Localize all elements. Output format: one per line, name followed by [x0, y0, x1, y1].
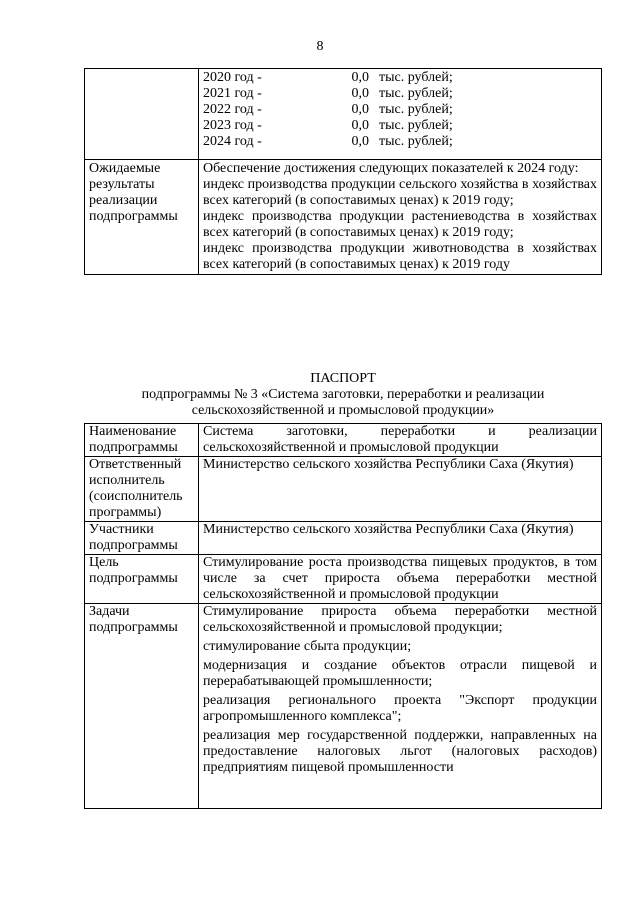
- passport-title: ПАСПОРТ: [310, 371, 376, 386]
- passport-row-text: реализация мер государственной поддержки, направленных на предоставление налоговых льгот (налоговых расходов) предприятиям пищевой промышленности: [203, 728, 597, 775]
- expected-results-cell: [199, 160, 602, 275]
- passport-row-text: Министерство сельского хозяйства Республики Саха (Якутия): [203, 457, 574, 472]
- financing-year: 2023 год -: [203, 118, 262, 133]
- financing-line: [203, 86, 597, 102]
- financing-values-cell: [199, 69, 602, 160]
- passport-row-value: [199, 555, 602, 604]
- financing-year: 2024 год -: [203, 134, 262, 149]
- passport-row-text: модернизация и создание объектов отрасли пищевой и перерабатывающей промышленности;: [203, 658, 597, 689]
- financing-line: [203, 134, 597, 150]
- passport-row: [85, 555, 602, 604]
- passport-row-label: Цель подпрограммы: [85, 555, 199, 604]
- financing-value: 0,0: [351, 134, 369, 149]
- passport-row-label: Ответственный исполнитель (соисполнитель программы): [85, 457, 199, 522]
- financing-unit: тыс. рублей;: [379, 86, 453, 101]
- passport-row-text: реализация регионального проекта "Экспорт продукции агропромышленного комплекса";: [203, 693, 597, 724]
- passport-row-label: Участники подпрограммы: [85, 522, 199, 555]
- passport-row-text: Стимулирование прироста объема переработки местной сельскохозяйственной и промысловой продукции;: [203, 604, 597, 635]
- financing-unit: тыс. рублей;: [379, 118, 453, 133]
- passport-row: [85, 457, 602, 522]
- passport-subtitle: подпрограммы № 3 «Система заготовки, переработки и реализации: [141, 387, 545, 402]
- financing-year: 2022 год -: [203, 102, 262, 117]
- financing-line: [203, 118, 597, 134]
- expected-results-line: индекс производства продукции животноводства в хозяйствах всех категорий (в сопоставимых ценах) к 2019 году: [203, 241, 597, 272]
- financing-value: 0,0: [351, 70, 369, 85]
- financing-unit: тыс. рублей;: [379, 102, 453, 117]
- passport-row-text: Стимулирование роста производства пищевых продуктов, в том числе за счет прироста объема переработки местной сельскохозяйственной и промысловой продукции: [203, 555, 597, 602]
- passport-row: [85, 522, 602, 555]
- page-number: 8: [316, 39, 324, 54]
- passport-row-label: Задачи подпрограммы: [85, 604, 199, 809]
- financing-value: 0,0: [351, 102, 369, 117]
- financing-year: 2021 год -: [203, 86, 262, 101]
- financing-line: [203, 70, 597, 86]
- financing-year: 2020 год -: [203, 70, 262, 85]
- passport-row-text: Система заготовки, переработки и реализации сельскохозяйственной и промысловой продукции: [203, 424, 597, 455]
- passport-row-label: Наименование подпрограммы: [85, 424, 199, 457]
- expected-results-label: Ожидаемые результаты реализации подпрограммы: [85, 160, 199, 275]
- passport-table: [84, 423, 602, 809]
- passport-row-text: стимулирование сбыта продукции;: [203, 639, 412, 654]
- financing-table: [84, 68, 602, 275]
- passport-row-value: [199, 457, 602, 522]
- expected-results-line: индекс производства продукции растениеводства в хозяйствах всех категорий (в сопоставимых ценах) к 2019 году;: [203, 209, 597, 240]
- financing-line: [203, 102, 597, 118]
- financing-unit: тыс. рублей;: [379, 70, 453, 85]
- passport-row-value: [199, 604, 602, 809]
- passport-subtitle: сельскохозяйственной и промысловой продукции»: [191, 403, 495, 418]
- expected-results-row: [85, 160, 602, 275]
- financing-label-cell: [85, 69, 199, 160]
- financing-value: 0,0: [351, 86, 369, 101]
- financing-unit: тыс. рублей;: [379, 134, 453, 149]
- financing-row: [85, 69, 602, 160]
- expected-results-line: Обеспечение достижения следующих показателей к 2024 году:: [203, 161, 579, 176]
- expected-results-line: индекс производства продукции сельского хозяйства в хозяйствах всех категорий (в сопоставимых ценах) к 2019 году;: [203, 177, 597, 208]
- passport-row-value: [199, 424, 602, 457]
- financing-value: 0,0: [351, 118, 369, 133]
- passport-row: [85, 604, 602, 809]
- passport-row: [85, 424, 602, 457]
- passport-row-text: Министерство сельского хозяйства Республики Саха (Якутия): [203, 522, 574, 537]
- passport-row-value: [199, 522, 602, 555]
